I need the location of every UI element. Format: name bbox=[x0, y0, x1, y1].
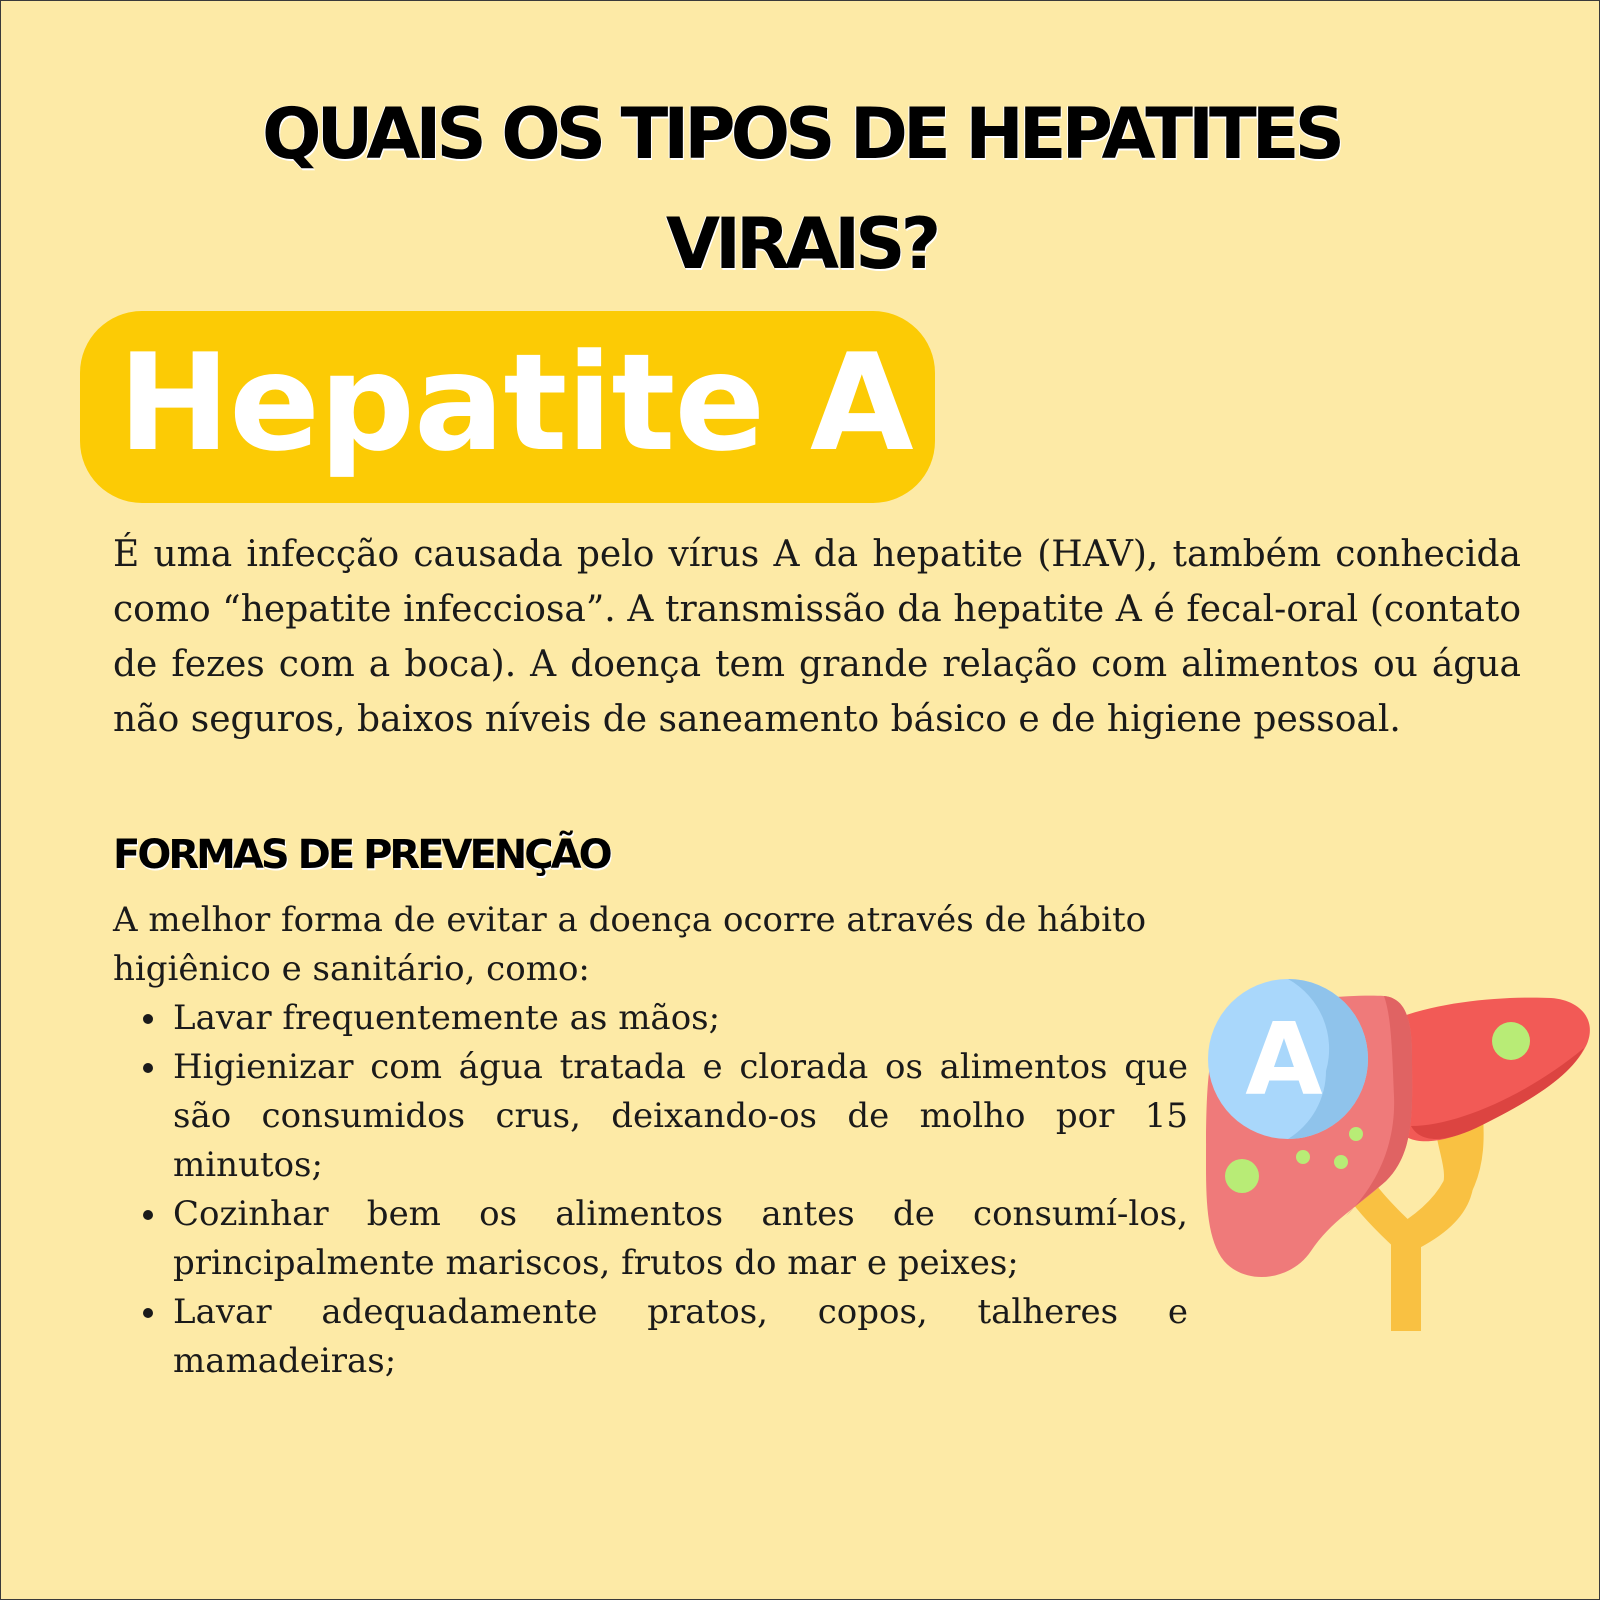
badge-label: Hepatite A bbox=[118, 325, 913, 481]
spot bbox=[1296, 1150, 1310, 1164]
spot bbox=[1492, 1022, 1530, 1060]
spot bbox=[1334, 1155, 1348, 1169]
circle-letter: A bbox=[1245, 1001, 1323, 1118]
list-item: Lavar frequentemente as mãos; bbox=[173, 994, 1188, 1043]
list-item: Lavar adequadamente pratos, copos, talheres e mamadeiras; bbox=[173, 1288, 1188, 1386]
title-line-2: VIRAIS? bbox=[665, 203, 937, 285]
intro-paragraph: É uma infecção causada pelo vírus A da hepatite (HAV), também conhecida como “hepatite infecciosa”. A transmissão da hepatite A é fecal-oral (contato de fezes com a boca). A doença tem grande relação com alimentos ou água não seguros, baixos níveis de saneamento básico e de higiene pessoal. bbox=[113, 534, 1521, 740]
title-line-1: QUAIS OS TIPOS DE HEPATITES bbox=[262, 93, 1340, 175]
prevention-intro: A melhor forma de evitar a doença ocorre através de hábito higiênico e sanitário, como: bbox=[113, 900, 1147, 989]
list-item: Higienizar com água tratada e clorada os alimentos que são consumidos crus, deixando-os de molho por 15 minutos; bbox=[173, 1043, 1188, 1190]
prevention-list bbox=[113, 994, 1188, 1386]
list-item: Cozinhar bem os alimentos antes de consumí-los, principalmente mariscos, frutos do mar e peixes; bbox=[173, 1190, 1188, 1288]
hepatite-a-badge bbox=[80, 311, 935, 503]
spot bbox=[1225, 1159, 1259, 1193]
spot bbox=[1349, 1127, 1363, 1141]
liver-hepatitis-a-icon bbox=[1206, 976, 1596, 1366]
prevention-heading: FORMAS DE PREVENÇÃO bbox=[113, 832, 610, 878]
page-title bbox=[1, 79, 1600, 299]
